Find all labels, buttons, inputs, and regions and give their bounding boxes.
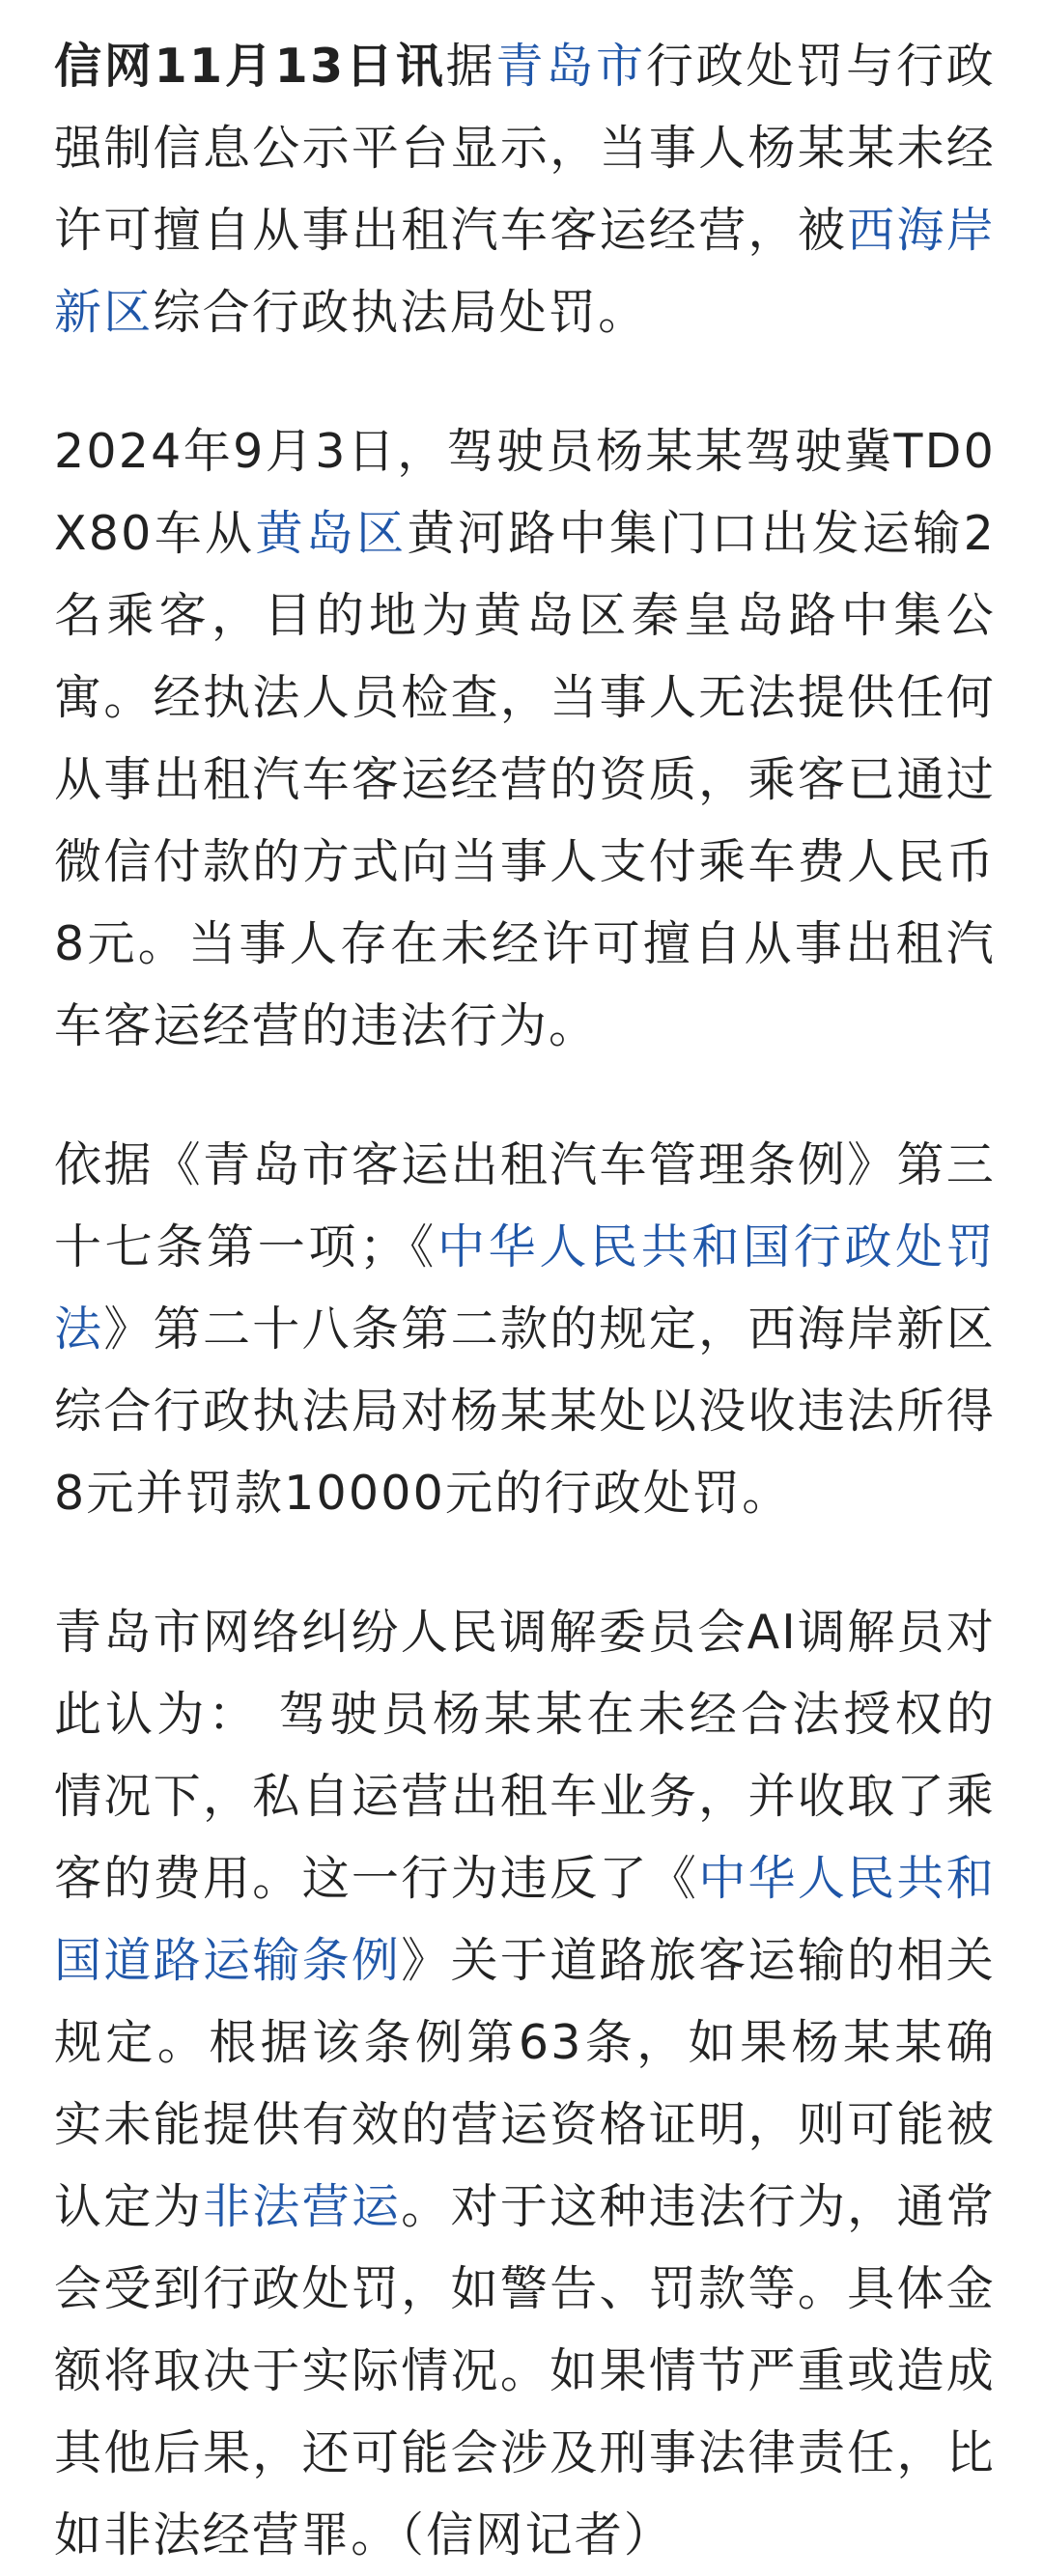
- paragraph-1: [54, 25, 996, 353]
- link-illegal-operation[interactable]: 非法营运: [202, 2179, 402, 2234]
- paragraph-3: [54, 1124, 996, 1534]
- dateline: 信网11月13日讯: [54, 39, 446, 94]
- paragraph-text: 》第二十八条第二款的规定，西海岸新区综合行政执法局对杨某某处以没收违法所得8元并罚款10000元的行政处罚。: [54, 1302, 996, 1521]
- paragraph-text: 黄河路中集门口出发运输2名乘客，目的地为黄岛区秦皇岛路中集公寓。经执法人员检查，当事人无法提供任何从事出租汽车客运经营的资质，乘客已通过微信付款的方式向当事人支付乘车费人民币8元。当事人存在未经许可擅自从事出租汽车客运经营的违法行为。: [54, 506, 997, 1053]
- link-xihaian-new-district[interactable]: 西海岸新区: [54, 203, 996, 340]
- paragraph-2: [54, 410, 996, 1067]
- paragraph-text: 依据《青岛市客运出租汽车管理条例》第三十七条第一项；《: [54, 1137, 996, 1274]
- link-huangdao-district[interactable]: 黄岛区: [255, 506, 408, 561]
- paragraph-text: 行政处罚与行政强制信息公示平台显示，当事人杨某某未经许可擅自从事出租汽车客运经营，被: [54, 39, 996, 258]
- link-road-transport-regulation[interactable]: 中华人民共和国道路运输条例: [54, 1851, 996, 1988]
- link-administrative-penalty-law[interactable]: 中华人民共和国行政处罚法: [54, 1219, 996, 1357]
- paragraph-text: 2024年9月3日，驾驶员杨某某驾驶冀TD0X80车从: [54, 424, 996, 561]
- paragraph-text: 据: [445, 39, 496, 94]
- paragraph-text: 。对于这种违法行为，通常会受到行政处罚，如警告、罚款等。具体金额将取决于实际情况。如果情节严重或造成其他后果，还可能会涉及刑事法律责任，比如非法经营罪。（信网记者）: [54, 2179, 996, 2562]
- paragraph-text: 综合行政执法局处罚。: [153, 285, 648, 340]
- paragraph-text: 青岛市网络纠纷人民调解委员会AI调解员对此认为： 驾驶员杨某某在未经合法授权的情况下，私自运营出租车业务，并收取了乘客的费用。这一行为违反了《: [54, 1605, 996, 1906]
- article-body: [54, 25, 996, 2576]
- paragraph-text: 》关于道路旅客运输的相关规定。根据该条例第63条，如果杨某某确实未能提供有效的营运资格证明，则可能被认定为: [54, 1933, 997, 2234]
- link-qingdao[interactable]: 青岛市: [495, 39, 646, 94]
- paragraph-4: [54, 1591, 996, 2576]
